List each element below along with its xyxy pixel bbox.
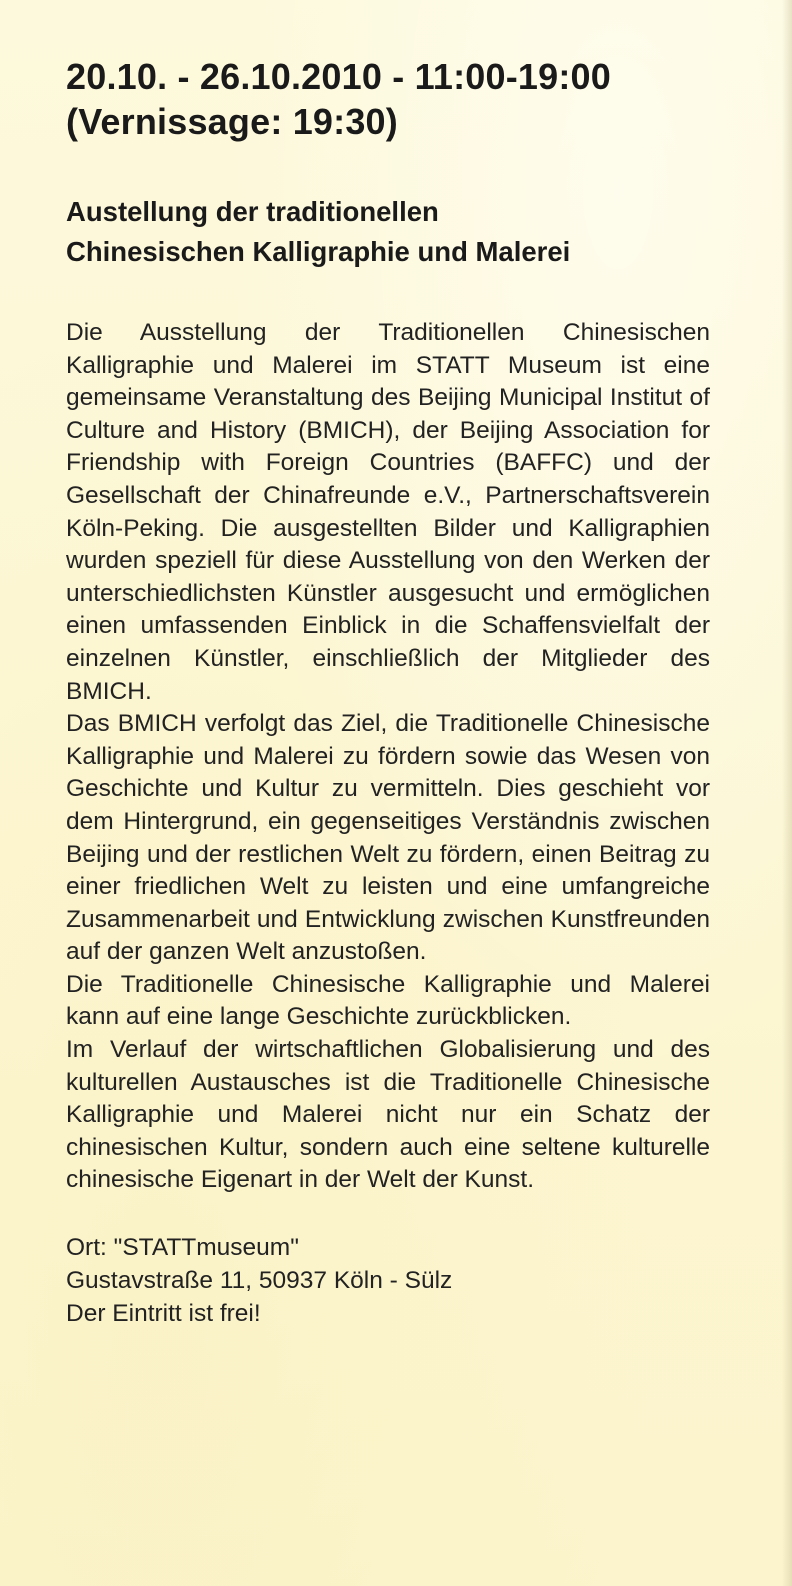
exhibition-title (66, 192, 710, 272)
venue-address: Gustavstraße 11, 50937 Köln - Sülz (66, 1267, 453, 1295)
paragraph-history: Die Traditionelle Chinesische Kalligraphie und Malerei kann auf eine lange Geschichte zurückblicken. (66, 970, 710, 1031)
page-edge-shadow (782, 0, 792, 1586)
date-time-line: 20.10. - 26.10.2010 - 11:00-19:00 (66, 56, 612, 97)
title-line-1: Austellung der traditionellen (66, 196, 439, 227)
vernissage-line: (Vernissage: 19:30) (66, 101, 398, 142)
paragraph-bmich-goal: Das BMICH verfolgt das Ziel, die Traditionelle Chinesische Kalligraphie und Malerei zu fördern sowie das Wesen von Geschichte und Kultur zu vermitteln. Dies geschieht vor dem Hintergrund, ein gegenseitiges Verständnis zwischen Beijing und der restlichen Welt zu fördern, einen Beitrag zu einer friedlichen Welt zu leisten und eine umfangreiche Zusammenarbeit und Entwicklung zwischen Kunstfreunden auf der ganzen Welt anzustoßen. (66, 710, 710, 966)
venue-info (66, 1231, 710, 1330)
venue-admission: Der Eintritt ist frei! (66, 1300, 261, 1328)
paragraph-intro: Die Ausstellung der Traditionellen Chinesischen Kalligraphie und Malerei im STATT Museum ist eine gemeinsame Veranstaltung des Beijing Municipal Institut of Culture and History (BMICH), der Beijing Association for Friendship with Foreign Countries (BAFFC) und der Gesellschaft der Chinafreunde e.V., Partnerschaftsverein Köln-Peking. Die ausgestellten Bilder und Kalligraphien wurden speziell für diese Ausstellung von den Werken der unterschiedlichsten Künstler ausgesucht und ermöglichen einen umfassenden Einblick in die Schaffensvielfalt der einzelnen Künstler, einschließlich der Mitglieder des BMICH. (66, 319, 710, 705)
venue-place: Ort: "STATTmuseum" (66, 1234, 299, 1262)
title-line-2: Chinesischen Kalligraphie und Malerei (66, 236, 571, 267)
paragraph-globalization: Im Verlauf der wirtschaftlichen Globalisierung und des kulturellen Austausches ist die Traditionelle Chinesische Kalligraphie und Malerei nicht nur ein Schatz der chinesischen Kultur, sondern auch eine seltene kulturelle chinesische Eigenart in der Welt der Kunst. (66, 1036, 710, 1194)
event-date-heading (66, 54, 710, 144)
description-body (66, 317, 710, 1197)
